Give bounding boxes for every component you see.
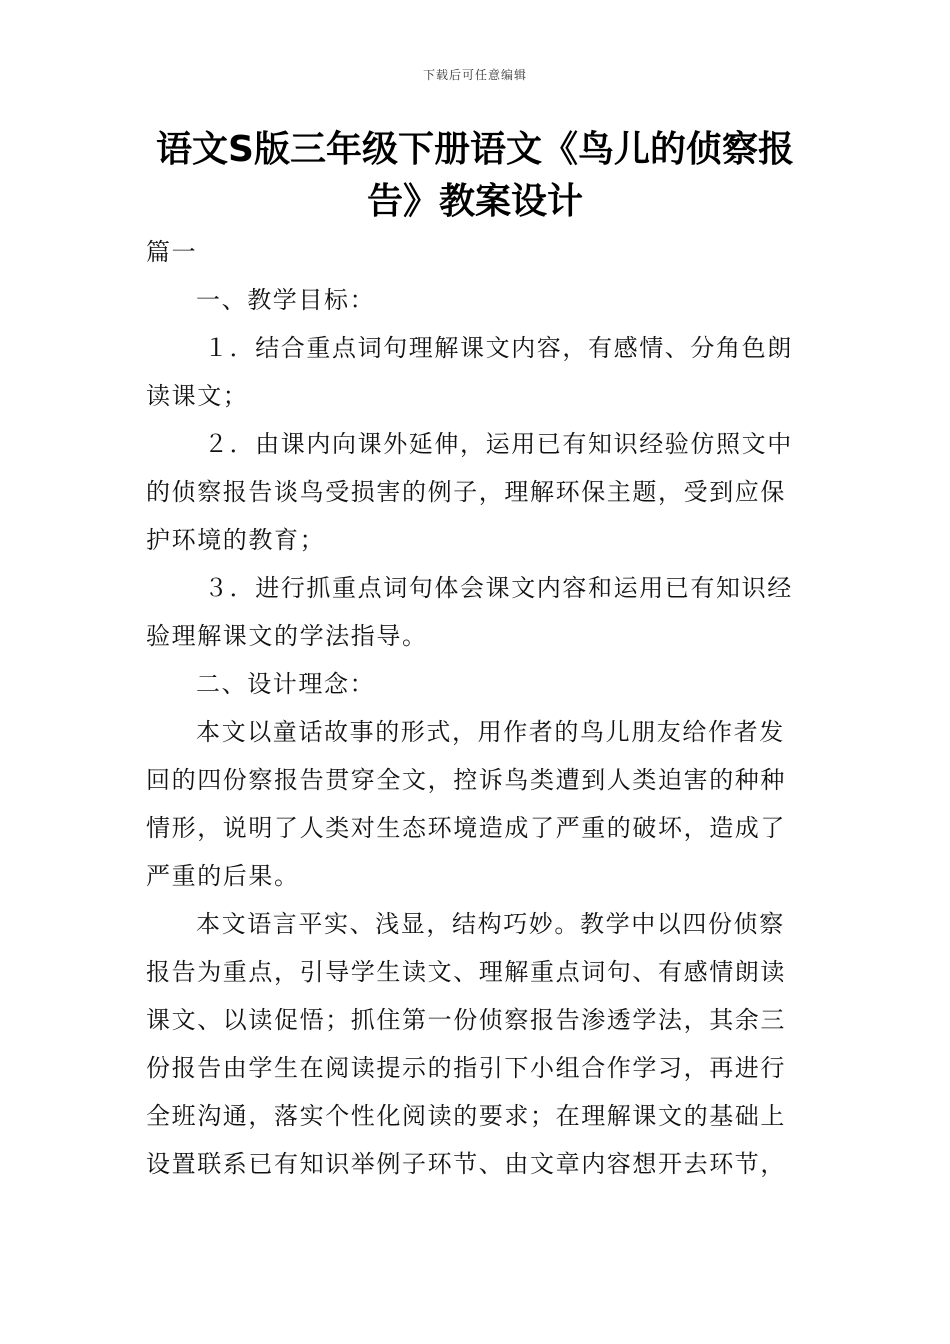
body-paragraph: 本文语言平实、浅显，结构巧妙。教学中以四份侦察报告为重点，引导学生读文、理解重点词句、有感情朗读课文、以读促悟；抓住第一份侦察报告渗透学法，其余三份报告由学生在阅读提示的指引下小组合作学习，再进行全班沟通，落实个性化阅读的要求；在理解课文的基础上设置联系已有知识举例子环节、由文章内容想开去环节， [146,910,786,1178]
heading-design-concept: 二、设计理念： [196,670,376,698]
document-title-line-1: 语文S版三年级下册语文《鸟儿的侦察报 [156,129,794,170]
goal-item-1: １．结合重点词句理解课文内容，有感情、分角色朗读课文； [146,334,793,410]
goal-item-2: ２．由课内向课外延伸，运用已有知识经验仿照文中的侦察报告谈鸟受损害的例子，理解环保主题，受到应保护环境的教育； [146,430,793,554]
heading-teaching-goals: 一、教学目标： [196,286,376,314]
document-title [120,124,830,228]
header-note: 下载后可任意编辑 [422,68,527,82]
section-label: 篇一 [146,238,198,266]
goal-item-3: ３．进行抓重点词句体会课文内容和运用已有知识经验理解课文的学法指导。 [146,574,793,650]
body-paragraph: 本文以童话故事的形式，用作者的鸟儿朋友给作者发回的四份察报告贯穿全文，控诉鸟类遭到人类迫害的种种情形，说明了人类对生态环境造成了严重的破坏，造成了严重的后果。 [146,718,786,890]
document-body [146,276,808,1188]
document-title-line-2: 告》教案设计 [366,181,583,222]
